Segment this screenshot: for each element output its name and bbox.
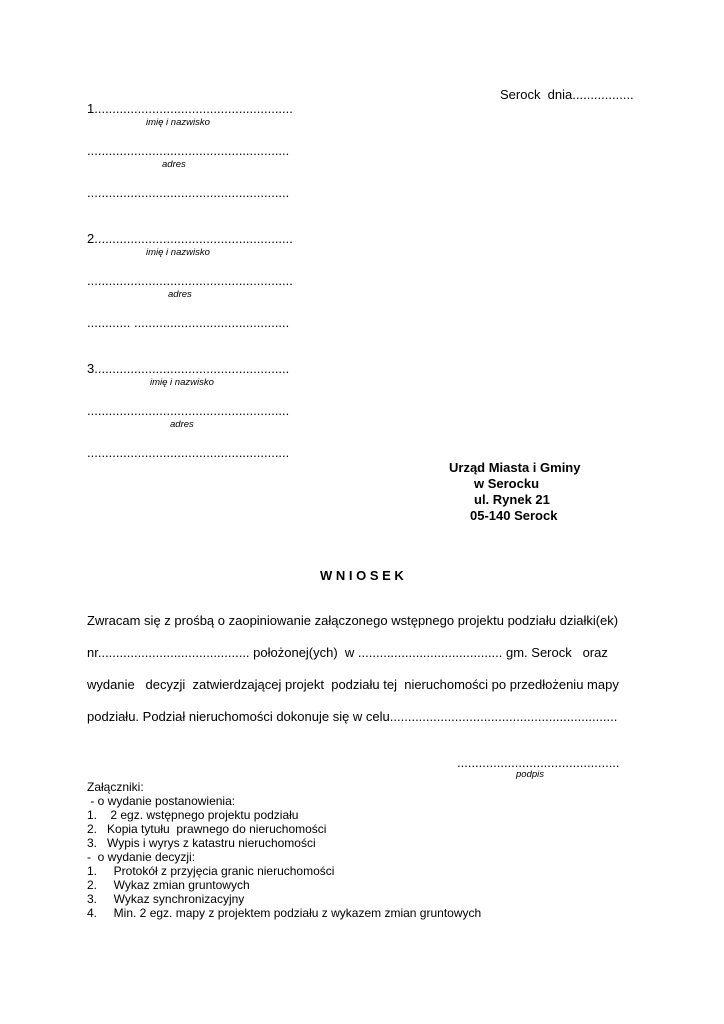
attachment-item: 1. 2 egz. wstępnego projektu podziału [87, 808, 299, 822]
body-line-2: nr.......................................... położonej(ych) w ........................................ gm. Serock oraz [87, 645, 608, 660]
attachment-item: 2. Wykaz zmian gruntowych [87, 878, 250, 892]
signature-caption: podpis [516, 769, 544, 780]
place-date-line: Serock dnia................. [500, 87, 634, 102]
body-line-4: podziału. Podział nieruchomości dokonuje się w celu............................................................... [87, 709, 618, 724]
attachment-item: 1. Protokół z przyjęcia granic nieruchomości [87, 864, 335, 878]
attachments-heading: Załączniki: [87, 780, 144, 794]
attachment-item: 2. Kopia tytułu prawnego do nieruchomości [87, 822, 327, 836]
applicant-1-address-line: ........................................................ [87, 143, 290, 158]
document-title: W N I O S E K [320, 568, 404, 583]
applicant-1-name-caption: imię i nazwisko [146, 117, 210, 128]
attachment-item: 3. Wykaz synchronizacyjny [87, 892, 245, 906]
applicant-3-name-line: 3...................................................... [87, 361, 290, 376]
signature-line: ............................................. [457, 755, 620, 770]
applicant-3-address-line-2: ........................................................ [87, 445, 290, 460]
applicant-2-address-line: ......................................................... [87, 273, 293, 288]
applicant-1-name-line: 1....................................................... [87, 101, 293, 116]
attachment-item: 4. Min. 2 egz. mapy z projektem podziału z wykazem zmian gruntowych [87, 906, 482, 920]
applicant-2-name-line: 2....................................................... [87, 231, 293, 246]
body-line-1: Zwracam się z prośbą o zaopiniowanie załączonego wstępnego projektu podziału działki(ek) [87, 613, 619, 628]
body-line-3: wydanie decyzji zatwierdzającej projekt podziału tej nieruchomości po przedłożeniu mapy [87, 677, 619, 692]
applicant-3-address-caption: adres [170, 419, 194, 430]
applicant-3-name-caption: imię i nazwisko [150, 377, 214, 388]
recipient-town: w Serocku [474, 476, 540, 491]
recipient-street: ul. Rynek 21 [474, 492, 550, 507]
applicant-1-address-caption: adres [162, 159, 186, 170]
recipient-postcode: 05-140 Serock [470, 508, 558, 523]
applicant-2-address-line-2: ............ ........................................... [87, 315, 290, 330]
applicant-2-address-caption: adres [168, 289, 192, 300]
attachments-group-1-label: - o wydanie postanowienia: [87, 794, 236, 808]
applicant-3-address-line: ........................................................ [87, 403, 290, 418]
attachments-group-2-label: - o wydanie decyzji: [87, 850, 196, 864]
applicant-2-name-caption: imię i nazwisko [146, 247, 210, 258]
recipient-office: Urząd Miasta i Gminy [449, 460, 581, 475]
attachment-item: 3. Wypis i wyrys z katastru nieruchomości [87, 836, 316, 850]
applicant-1-address-line-2: ........................................................ [87, 185, 290, 200]
